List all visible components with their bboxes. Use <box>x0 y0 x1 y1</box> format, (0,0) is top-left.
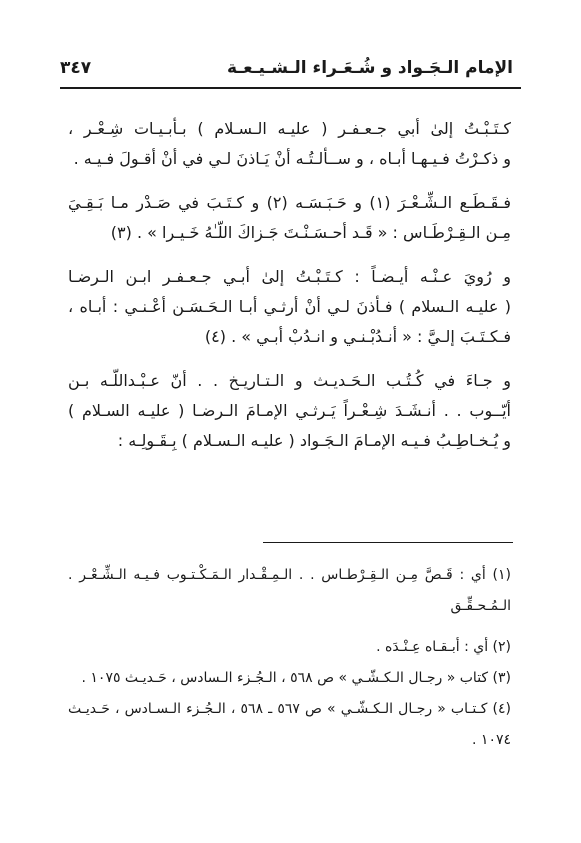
text-line: أيّــوب . . أنـشَـدَ شِـعْـراً يَـرثـي الإمـامَ الـرضـا ( عليـه السـلام ) <box>68 401 511 420</box>
footnotes <box>68 560 511 756</box>
page-number: ٣٤٧ <box>60 58 92 78</box>
text-line: مِـن الـقِـرْطَـاس : « قَـد أحـسَـنْـتَ جَـزاكَ اللّـٰهُ خَـيـرا » . (٣) <box>110 223 511 242</box>
running-title: الإمام الـجَـواد و شُـعَـراء الـشـيـعـة <box>226 58 513 78</box>
footnote-line: (٣) كتاب « رجـال الـكـشّـي » ص ٥٦٨ ، الـجُـزء الـسادس ، حَـديـث ١٠٧٥ . <box>81 670 511 686</box>
text-line: و يُـخـاطِـبُ فـيـه الإمـامَ الـجَـواد ( عليـه الـسـلام ) بِـقَـولِـه : <box>117 431 511 450</box>
footnote-line: (١) أي : قَـصَّ مِـن الـقِـرْطـاس . . الـمِـقْـدار الـمَـكْـتـوب فـيـه الـشِّـعْـر . <box>68 567 511 583</box>
text-line: و ذكـرْتُ فـيـهـا أبـاه ، و ســألـتُـه أنْ يَـاذنَ لـي في أنْ أقـولَ فـيـه . <box>73 149 511 168</box>
footnote <box>68 560 511 622</box>
text-line: فـقَـطَـع الـشِّـعْـرَ (١) و حَـبَـسَـه (٢) و كـتَـبَ في صَـدْر مـا بَـقِـيَ <box>68 193 511 212</box>
text-line: فـكـتَـبَ إلـيَّ : « أنـدُبْـنـي و انـدُبْ أبـي » . (٤) <box>204 327 511 346</box>
paragraph <box>68 188 511 248</box>
footnote-rule <box>263 542 513 543</box>
paragraph <box>68 366 511 456</box>
body-text <box>68 114 511 456</box>
footnote <box>68 632 511 663</box>
footnote <box>68 663 511 694</box>
footnote-line: (٤) كـتـاب « رجـال الـكـشّـي » ص ٥٦٧ ـ ٥٦٨ ، الـجُـزء الـسـادس ، حَـديـث <box>68 701 511 717</box>
footnote-line: الـمُـحـقِّـق <box>450 598 511 614</box>
paragraph <box>68 262 511 352</box>
text-line: و رُويَ عـنْـه أيـضـاً : كـتَـبْـتُ إلىٰ أبـي جـعـفـر ابـن الـرضـا <box>68 267 511 286</box>
footnote <box>68 694 511 756</box>
text-line: ( عليـه الـسلام ) فـأذنَ لـي أنْ أرثـي أبـا الـحَـسَـن أعْـنـي : أبـاه ، <box>68 297 511 316</box>
paragraph <box>68 114 511 174</box>
header-rule <box>60 87 521 89</box>
text-line: و جـاءَ في كُـتُـب الـحَـديـث و الـتـاريـخ . . أنّ عـبْـداللّـه بـن <box>68 371 511 390</box>
text-line: كـتَـبْـتُ إلىٰ أبي جـعـفـر ( عليـه الـسـلام ) بـأبـيـات شِـعْـر ، <box>68 119 511 138</box>
footnote-line: (٢) أي : أبـقـاه عِـنْـدَه . <box>376 639 511 655</box>
footnote-line: ١٠٧٤ . <box>472 732 511 748</box>
page-header <box>60 58 513 78</box>
